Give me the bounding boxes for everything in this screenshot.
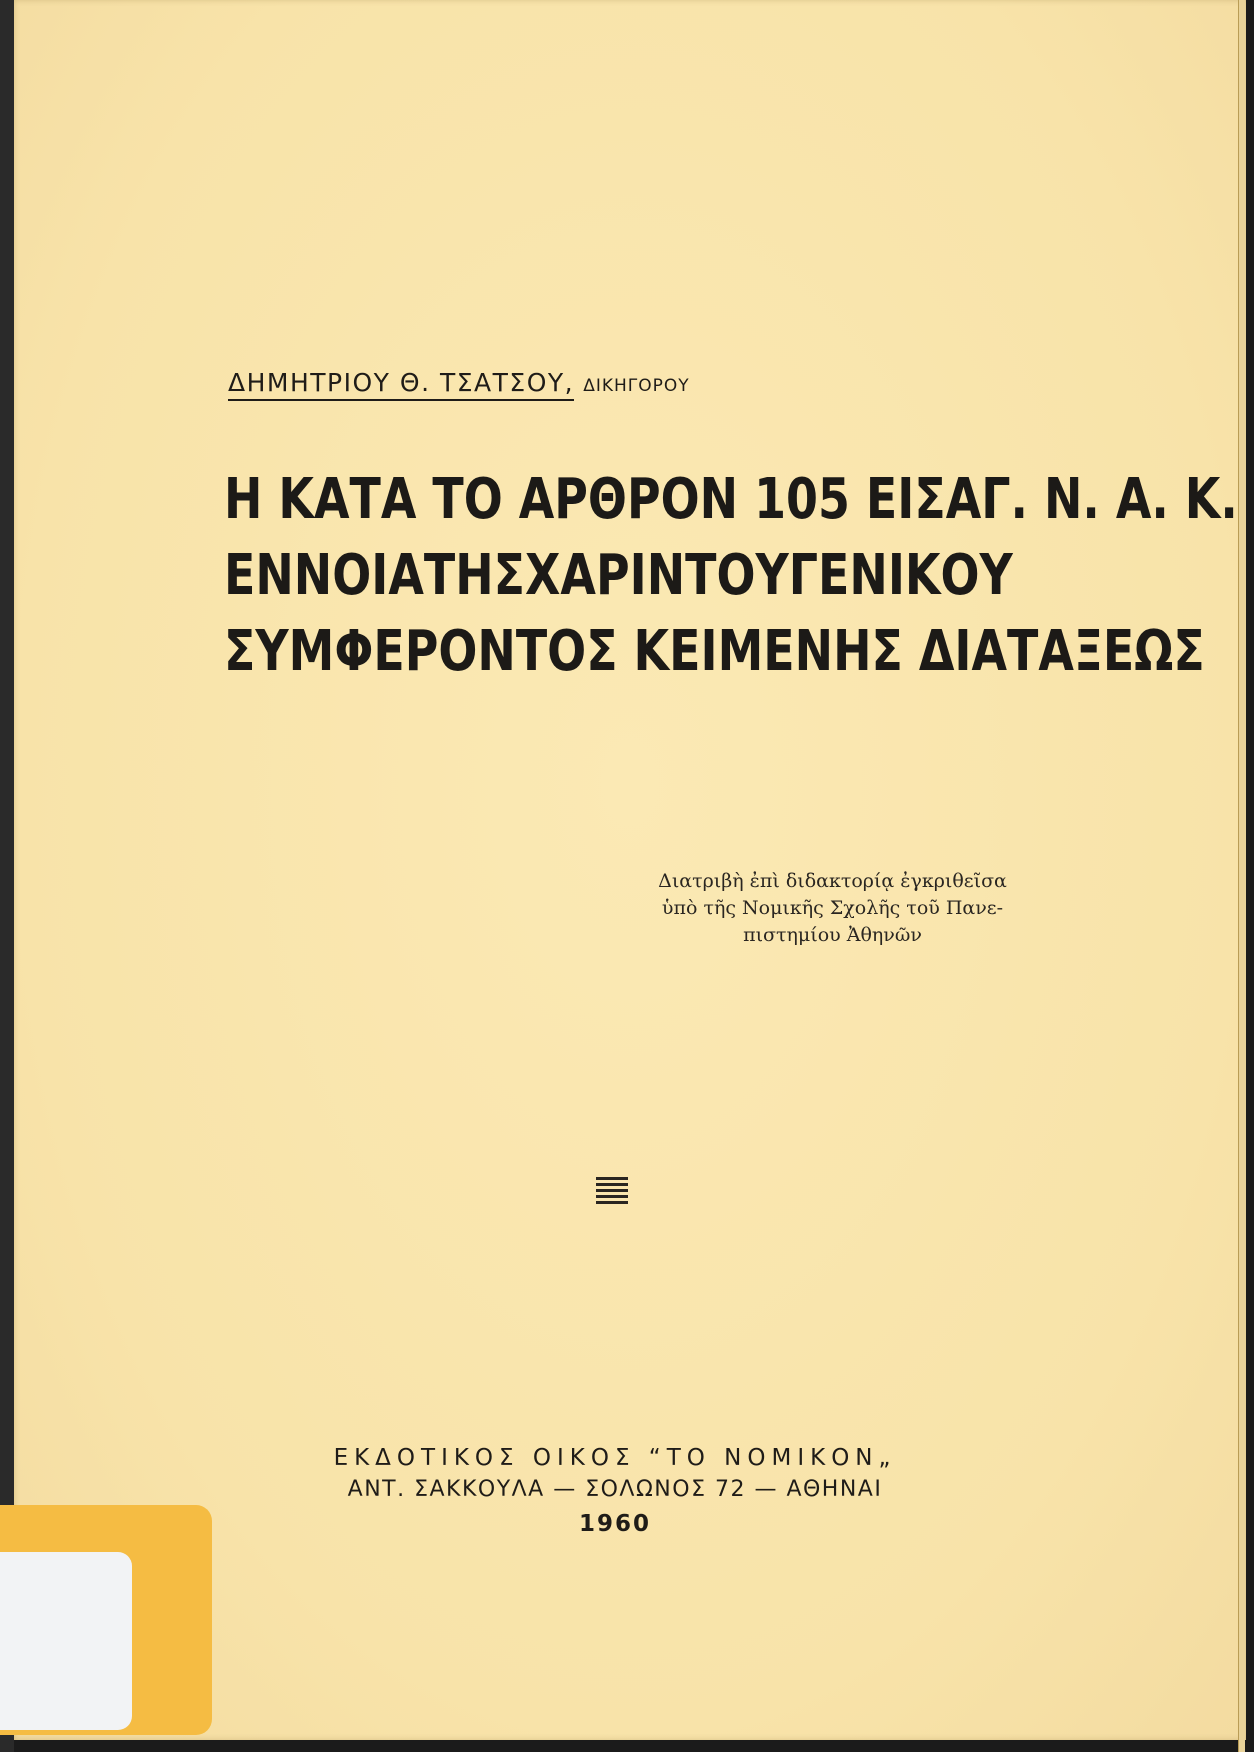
title-word: ΓΕΝΙΚΟΥ <box>788 543 1013 608</box>
dissertation-line-2: ὑπὸ τῆς Νομικῆς Σχολῆς τοῦ Πανε- <box>661 897 1004 919</box>
title-word: ΕΝΝΟΙΑ <box>224 543 424 608</box>
author-role: ΔΙΚΗΓΟΡΟΥ <box>583 376 690 396</box>
title-word: ΤΗΣ <box>423 543 526 608</box>
dissertation-note <box>640 868 1025 949</box>
library-label-blank <box>0 1552 132 1730</box>
publication-year: 1960 <box>578 1511 651 1537</box>
title-word: ΧΑΡΙΝ <box>525 543 686 608</box>
dissertation-line-1: Διατριβὴ ἐπὶ διδακτορίᾳ ἐγκριθεῖσα <box>658 870 1007 892</box>
dissertation-line-3: πιστημίου Ἀθηνῶν <box>743 924 922 946</box>
title-line-1: Η ΚΑΤΑ ΤΟ ΑΡΘΡΟΝ 105 ΕΙΣΑΓ. Ν. Α. Κ. <box>224 467 1238 532</box>
publisher-address: ΑΝΤ. ΣΑΚΚΟΥΛΑ — ΣΟΛΩΝΟΣ 72 — ΑΘΗΝΑΙ <box>347 1477 883 1502</box>
publisher-block <box>300 1442 930 1542</box>
title-line-3: ΣΥΜΦΕΡΟΝΤΟΣ ΚΕΙΜΕΝΗΣ ΔΙΑΤΑΞΕΩΣ <box>224 619 1205 684</box>
title-line-2 <box>224 538 1013 614</box>
ornament-icon <box>596 1177 628 1209</box>
scan-left-border <box>0 0 14 1752</box>
book-title <box>224 462 1238 690</box>
author-name: ΔΗΜΗΤΡΙΟΥ Θ. ΤΣΑΤΣΟΥ, <box>228 368 574 401</box>
publisher-name: ΕΚΔΟΤΙΚΟΣ ΟΙΚΟΣ “ΤΟ ΝΟΜΙΚΟΝ„ <box>333 1445 897 1471</box>
page-edge <box>1238 0 1245 1752</box>
title-word: ΤΟΥ <box>685 543 789 608</box>
author-line <box>228 368 690 397</box>
